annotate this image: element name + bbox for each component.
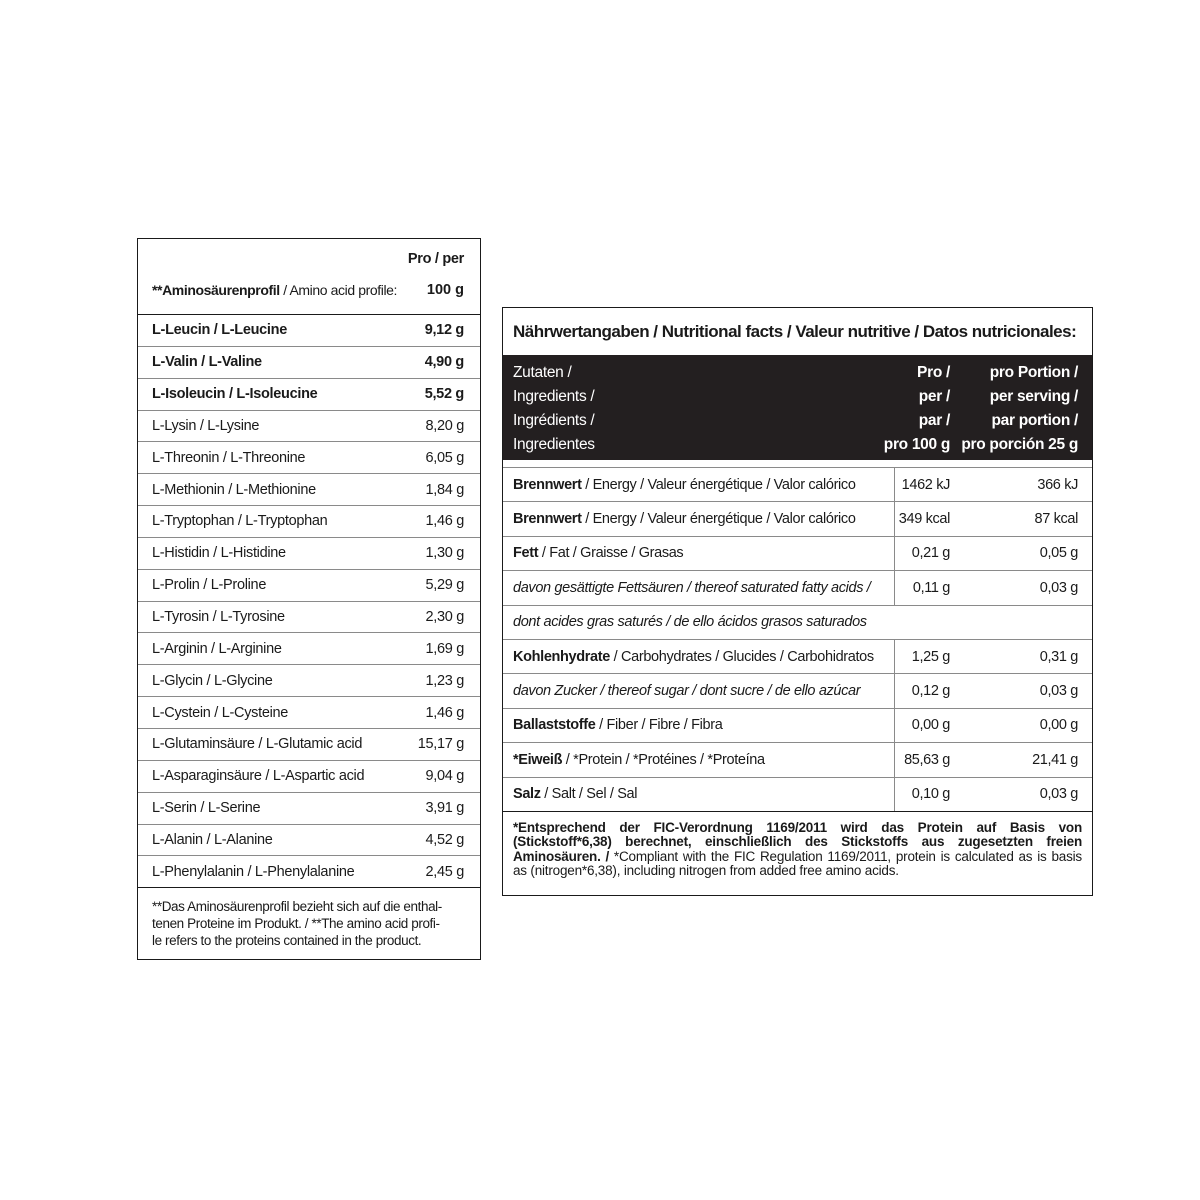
amino-row <box>138 665 480 697</box>
nutrient-label-rest: / Carbohydrates / Glucides / Carbohidratos <box>609 648 874 665</box>
header-cell: Zutaten / <box>513 364 572 381</box>
amino-header <box>138 239 480 315</box>
header-cell: Ingrédients / <box>513 412 595 429</box>
amino-title <box>152 282 397 298</box>
nutrition-row <box>503 606 1092 640</box>
nutrient-label <box>513 683 860 699</box>
amino-row <box>138 729 480 761</box>
value-per-100g: 1462 kJ <box>901 476 950 493</box>
nutrition-row <box>503 778 1092 812</box>
header-cell: per / <box>918 388 950 405</box>
amino-name: L-Phenylalanin / L-Phenylalanine <box>152 863 355 880</box>
amino-name: L-Cystein / L-Cysteine <box>152 704 289 721</box>
amino-name: L-Glutaminsäure / L-Glutamic acid <box>152 736 363 753</box>
amino-value: 9,12 g <box>424 322 464 339</box>
amino-row <box>138 347 480 379</box>
header-cell: Ingredientes <box>513 436 595 453</box>
column-divider <box>894 674 895 707</box>
nutrition-rows <box>503 468 1092 812</box>
nutrient-label-rest: dont acides gras saturés / de ello ácidos grasos saturados <box>513 614 867 631</box>
amino-row <box>138 442 480 474</box>
amino-value: 4,90 g <box>424 354 464 371</box>
header-cell: Ingredients / <box>513 388 595 405</box>
nutrition-row <box>503 502 1092 536</box>
amino-name: L-Asparaginsäure / L-Aspartic acid <box>152 768 365 785</box>
header-gap <box>503 460 1092 468</box>
nutrient-label <box>513 614 867 630</box>
amino-rows <box>138 315 480 888</box>
amino-value: 3,91 g <box>425 800 464 817</box>
nutrition-row <box>503 674 1092 708</box>
amino-row <box>138 633 480 665</box>
amino-row <box>138 570 480 602</box>
nutrition-row <box>503 709 1092 743</box>
amino-row <box>138 474 480 506</box>
nutrient-label <box>513 580 870 596</box>
column-divider <box>894 709 895 742</box>
nutrition-row <box>503 571 1092 605</box>
amino-value: 1,23 g <box>425 672 464 689</box>
value-per-serving: 21,41 g <box>1032 751 1078 768</box>
nutrient-label-rest: / Energy / Valeur énergétique / Valor calórico <box>581 476 856 493</box>
nutrient-label <box>513 717 722 733</box>
value-per-serving: 0,00 g <box>1039 717 1078 734</box>
nutrient-label-bold: Brennwert <box>513 476 582 493</box>
amino-value: 1,46 g <box>425 704 464 721</box>
nutrient-label <box>513 477 856 493</box>
amino-name: L-Alanin / L-Alanine <box>152 831 273 848</box>
value-per-100g: 0,00 g <box>911 717 950 734</box>
nutrient-label-rest: davon gesättigte Fettsäuren / thereof saturated fatty acids / <box>513 579 871 596</box>
amino-row <box>138 602 480 634</box>
column-divider <box>894 502 895 535</box>
header-ingredients-col <box>513 361 595 457</box>
nutrient-label <box>513 511 856 527</box>
nutrition-header-band <box>503 355 1092 460</box>
header-cell: par portion / <box>991 412 1078 429</box>
amino-value: 6,05 g <box>425 449 464 466</box>
nutrition-footnote-bold: *Entsprechend der FIC-Verordnung 1169/2011 wird das Protein auf Basis von (Stickstoff*6,38) berechnet, einschließlich des Stickstoffs aus zugesetzten freien Aminosäuren. / <box>513 819 1082 864</box>
nutrition-footnote <box>503 812 1092 879</box>
nutrition-row <box>503 640 1092 674</box>
value-per-100g: 85,63 g <box>904 751 950 768</box>
value-per-serving: 366 kJ <box>1037 476 1078 493</box>
nutrition-row <box>503 468 1092 502</box>
amino-name: L-Leucin / L-Leucine <box>152 322 287 339</box>
header-per-serving-col <box>961 361 1078 457</box>
amino-name: L-Valin / L-Valine <box>152 354 262 371</box>
header-cell: Pro / <box>917 364 950 381</box>
amino-title-rest: / Amino acid profile: <box>279 282 398 298</box>
nutrition-facts-panel <box>502 307 1093 896</box>
nutrient-label <box>513 786 637 802</box>
nutrient-label <box>513 545 683 561</box>
nutrient-label-rest: / Energy / Valeur énergétique / Valor calórico <box>581 511 856 528</box>
amino-value: 1,30 g <box>425 545 464 562</box>
column-divider <box>894 743 895 776</box>
value-per-serving: 87 kcal <box>1034 511 1078 528</box>
nutrient-label-bold: Ballaststoffe <box>513 717 596 734</box>
nutrient-label-rest: / Fiber / Fibre / Fibra <box>595 717 723 734</box>
amino-row <box>138 761 480 793</box>
amino-name: L-Prolin / L-Proline <box>152 577 267 594</box>
header-cell: pro porción 25 g <box>961 436 1078 453</box>
amino-value: 9,04 g <box>425 768 464 785</box>
amino-row <box>138 379 480 411</box>
nutrition-footnote-rest: *Compliant with the FIC Regulation 1169/2011, protein is calculated as is basis as (nitrogen*6,38), including nitrogen from added free amino acids. <box>513 848 1082 879</box>
nutrient-label-bold: *Eiweiß <box>513 751 563 768</box>
value-per-100g: 0,12 g <box>911 683 950 700</box>
column-divider <box>894 640 895 673</box>
amino-value: 1,46 g <box>425 513 464 530</box>
value-per-100g: 349 kcal <box>898 511 950 528</box>
header-cell: par / <box>918 412 950 429</box>
column-divider <box>894 537 895 570</box>
value-per-serving: 0,31 g <box>1039 648 1078 665</box>
amino-row <box>138 825 480 857</box>
amino-row <box>138 411 480 443</box>
value-per-100g: 1,25 g <box>911 648 950 665</box>
nutrient-label <box>513 752 765 768</box>
amino-footnote <box>138 888 480 949</box>
amino-per-amount: 100 g <box>426 282 464 298</box>
nutrient-label <box>513 649 874 665</box>
header-cell: per serving / <box>989 388 1078 405</box>
amino-name: L-Tyrosin / L-Tyrosine <box>152 609 285 626</box>
amino-name: L-Arginin / L-Arginine <box>152 640 282 657</box>
amino-value: 8,20 g <box>425 417 464 434</box>
value-per-100g: 0,21 g <box>911 545 950 562</box>
amino-row <box>138 315 480 347</box>
column-divider <box>894 468 895 501</box>
header-cell: pro Portion / <box>989 364 1078 381</box>
amino-name: L-Lysin / L-Lysine <box>152 417 260 434</box>
amino-value: 2,45 g <box>425 863 464 880</box>
header-per-100g-col <box>884 361 950 457</box>
header-cell: pro 100 g <box>883 436 950 453</box>
nutrient-label-bold: Fett <box>513 545 539 562</box>
amino-value: 1,84 g <box>425 481 464 498</box>
value-per-100g: 0,11 g <box>912 579 950 596</box>
amino-acid-profile-panel <box>137 238 481 960</box>
nutrient-label-rest: / *Protein / *Protéines / *Proteína <box>562 751 765 768</box>
amino-row <box>138 793 480 825</box>
amino-name: L-Methionin / L-Methionine <box>152 481 316 498</box>
amino-footnote-line: **Das Aminosäurenprofil bezieht sich auf die enthal- <box>152 899 442 915</box>
amino-row <box>138 538 480 570</box>
column-divider <box>894 571 895 604</box>
amino-row <box>138 506 480 538</box>
amino-value: 5,52 g <box>424 386 464 403</box>
amino-row <box>138 856 480 888</box>
nutrient-label-bold: Kohlenhydrate <box>513 648 610 665</box>
amino-name: L-Tryptophan / L-Tryptophan <box>152 513 328 530</box>
amino-name: L-Threonin / L-Threonine <box>152 449 306 466</box>
amino-title-bold: **Aminosäurenprofil <box>152 282 280 298</box>
nutrition-title: Nährwertangaben / Nutritional facts / Valeur nutritive / Datos nutricionales: <box>513 321 1077 341</box>
nutrient-label-bold: Brennwert <box>513 511 582 528</box>
nutrient-label-bold: Salz <box>513 786 541 803</box>
amino-per-label: Pro / per <box>407 251 464 267</box>
amino-name: L-Histidin / L-Histidine <box>152 545 286 562</box>
nutrient-label-rest: / Salt / Sel / Sal <box>540 786 638 803</box>
value-per-100g: 0,10 g <box>911 786 950 803</box>
value-per-serving: 0,03 g <box>1039 579 1078 596</box>
amino-value: 1,69 g <box>425 640 464 657</box>
amino-value: 4,52 g <box>425 831 464 848</box>
nutrition-row <box>503 537 1092 571</box>
value-per-serving: 0,03 g <box>1039 683 1078 700</box>
amino-footnote-line: tenen Proteine im Produkt. / **The amino acid profi- <box>152 916 440 932</box>
amino-name: L-Serin / L-Serine <box>152 800 261 817</box>
amino-value: 2,30 g <box>425 609 464 626</box>
nutrient-label-rest: / Fat / Graisse / Grasas <box>538 545 684 562</box>
nutrient-label-rest: davon Zucker / thereof sugar / dont sucre / de ello azúcar <box>513 683 861 700</box>
amino-value: 5,29 g <box>425 577 464 594</box>
value-per-serving: 0,03 g <box>1039 786 1078 803</box>
column-divider <box>894 778 895 811</box>
amino-footnote-line: le refers to the proteins contained in the product. <box>152 933 422 949</box>
amino-name: L-Isoleucin / L-Isoleucine <box>152 386 318 403</box>
nutrition-row <box>503 743 1092 777</box>
value-per-serving: 0,05 g <box>1039 545 1078 562</box>
amino-value: 15,17 g <box>417 736 464 753</box>
amino-name: L-Glycin / L-Glycine <box>152 672 273 689</box>
amino-row <box>138 697 480 729</box>
